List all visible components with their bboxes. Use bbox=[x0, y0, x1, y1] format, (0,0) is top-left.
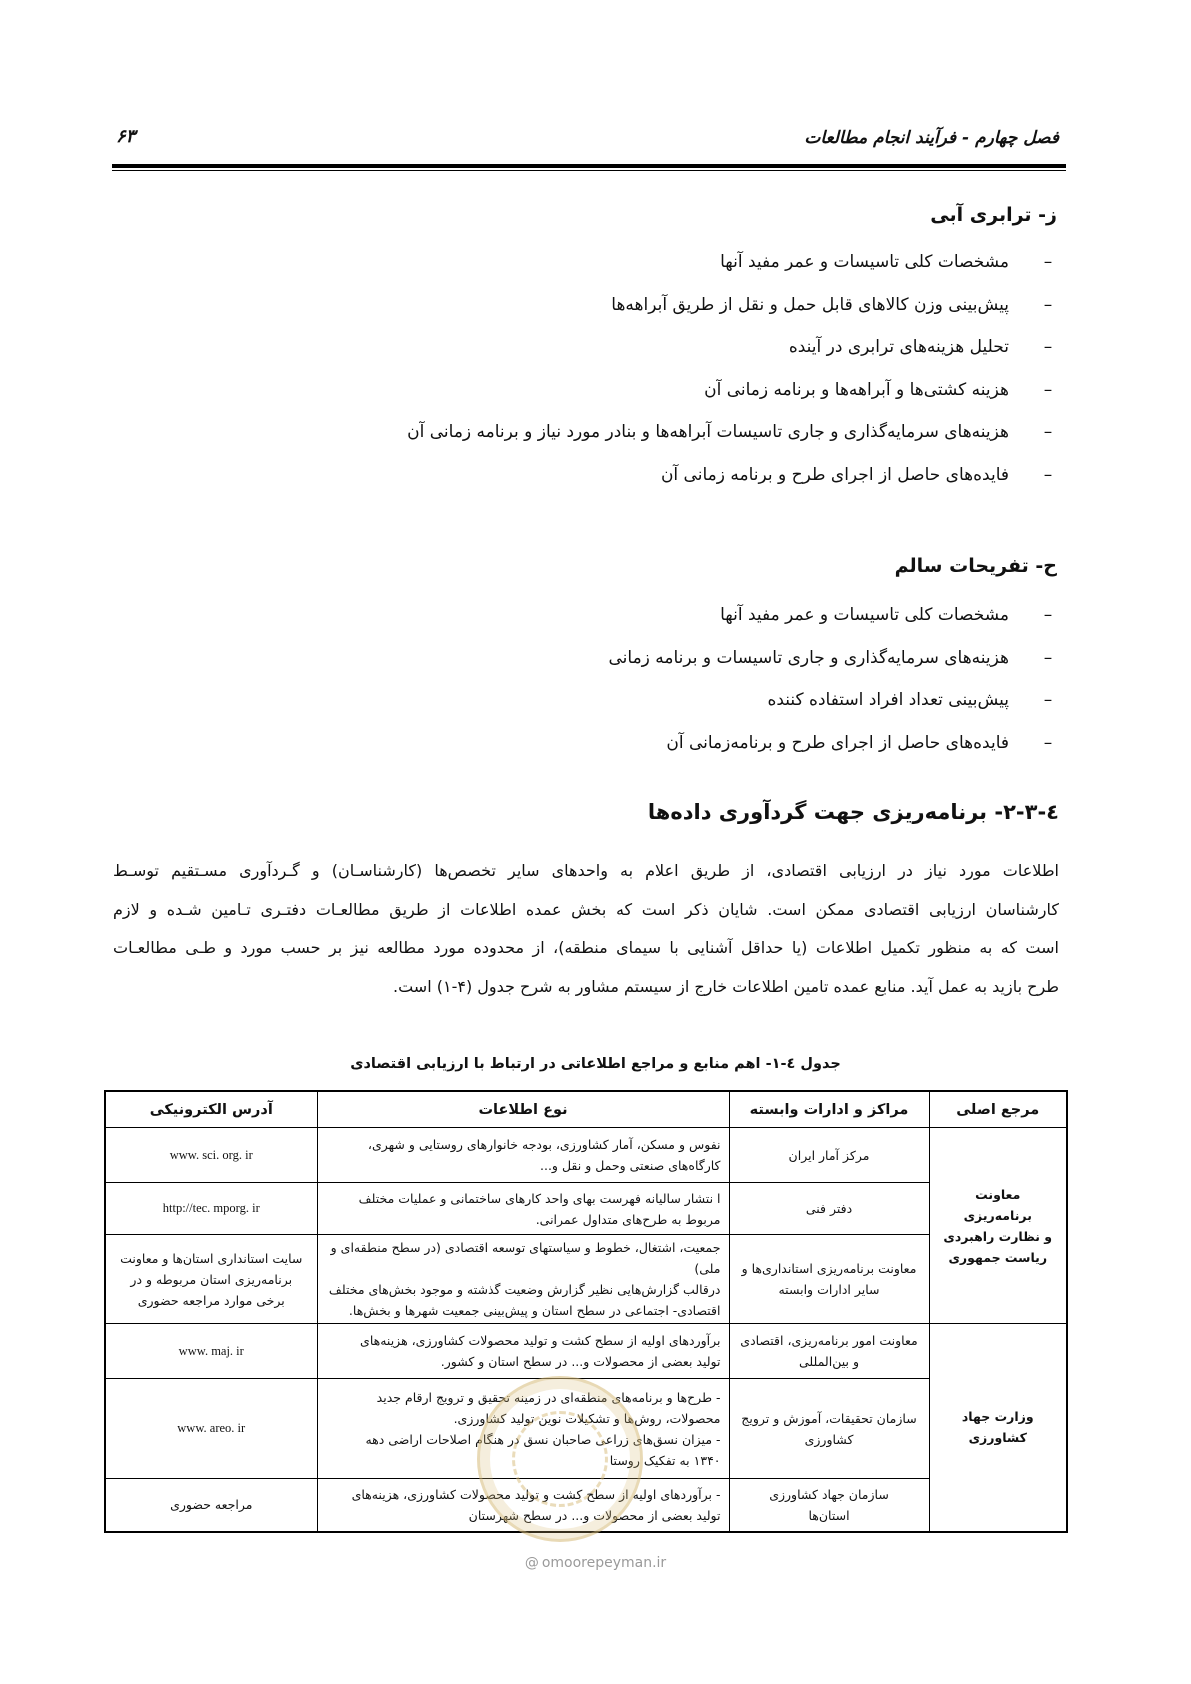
list-item: – پیش‌بینی وزن کالاهای قابل حمل و نقل از طریق آبراهه‌ها bbox=[611, 294, 1053, 315]
water-transport-list bbox=[201, 241, 1061, 496]
address-cell: مراجعه حضوری bbox=[105, 1479, 317, 1532]
address-cell: www. sci. org. ir bbox=[105, 1128, 317, 1183]
header-rule-thin bbox=[112, 170, 1066, 171]
header-centers: مراکز و ادارات وابسته bbox=[729, 1091, 929, 1128]
info-cell: - طرح‌ها و برنامه‌های منطقه‌ای در زمینه تحقیق و ترویج ارقام جدید محصولات، روش‌ها و تشکیلات نوین تولید کشاورزی. - میزان نسق‌های زراعی صاحبان نسق در هنگام اصلاحات اراضی دهه ۱۳۴۰ به تفکیک روستا bbox=[317, 1379, 729, 1479]
center-cell: مرکز آمار ایران bbox=[729, 1128, 929, 1183]
center-cell: سازمان تحقیقات، آموزش و ترویج کشاورزی bbox=[729, 1379, 929, 1479]
chapter-title: فصل چهارم - فرآیند انجام مطالعات bbox=[804, 128, 1059, 148]
table-header-row bbox=[105, 1091, 1067, 1128]
paragraph-line: است که به منظور تکمیل اطلاعات (یا حداقل آشنایی با سیمای منطقه)، از محدوده مورد مطالعه نیز بر حسب مورد و طـی مطالعـات bbox=[113, 938, 1059, 957]
table-caption: جدول ٤-١- اهم منابع و مراجع اطلاعاتی در ارتباط با ارزیابی اقتصادی bbox=[350, 1056, 841, 1072]
list-item: – هزینه‌های سرمایه‌گذاری و جاری تاسیسات و برنامه زمانی bbox=[608, 647, 1053, 668]
address-cell: www. areo. ir bbox=[105, 1379, 317, 1479]
info-cell: نفوس و مسکن، آمار کشاورزی، بودجه خانوارهای روستایی و شهری، کارگاه‌های صنعتی وحمل و نقل و... bbox=[317, 1128, 729, 1183]
table-row bbox=[105, 1128, 1067, 1183]
body-paragraph bbox=[113, 852, 1059, 1006]
main-ref-agriculture: وزارت جهاد کشاورزی bbox=[929, 1324, 1067, 1532]
center-cell: معاونت برنامه‌ریزی استانداری‌ها و سایر ادارات وابسته bbox=[729, 1235, 929, 1324]
header-info-type: نوع اطلاعات bbox=[317, 1091, 729, 1128]
footer-url: @ omoorepeyman.ir bbox=[524, 1555, 667, 1571]
address-cell: www. maj. ir bbox=[105, 1324, 317, 1379]
list-item: – مشخصات کلی تاسیسات و عمر مفید آنها bbox=[720, 252, 1053, 272]
header-main-ref: مرجع اصلی bbox=[929, 1091, 1067, 1128]
header-address: آدرس الکترونیکی bbox=[105, 1091, 317, 1128]
sources-table bbox=[104, 1090, 1068, 1533]
list-item: – هزینه کشتی‌ها و آبراهه‌ها و برنامه زمانی آن bbox=[704, 379, 1053, 400]
info-cell: ا نتشار سالیانه فهرست بهای واحد کارهای ساختمانی و عملیات مختلف مربوط به طرح‌های متداول عمرانی. bbox=[317, 1183, 729, 1235]
center-cell: معاونت امور برنامه‌ریزی، اقتصادی و بین‌المللی bbox=[729, 1324, 929, 1379]
table-row bbox=[105, 1235, 1067, 1324]
list-item: – فایده‌های حاصل از اجرای طرح و برنامه‌زمانی آن bbox=[666, 732, 1053, 753]
list-item: – مشخصات کلی تاسیسات و عمر مفید آنها bbox=[720, 605, 1053, 625]
paragraph-line: اطلاعات مورد نیاز در ارزیابی اقتصادی، از طریق اعلام به واحدهای سایر تخصص‌ها (کارشناسـان) و گـردآوری مسـتقیم توسـط bbox=[113, 861, 1059, 880]
table-row bbox=[105, 1479, 1067, 1532]
address-cell: http://tec. mporg. ir bbox=[105, 1183, 317, 1235]
list-item: – هزینه‌های سرمایه‌گذاری و جاری تاسیسات آبراهه‌ها و بنادر مورد نیاز و برنامه زمانی آن bbox=[407, 422, 1053, 442]
paragraph-line: کارشناسان ارزیابی اقتصادی ممکن است. شایان ذکر است که بخش عمده اطلاعات از طریق مطالعـات دفتـری تـامین شـده و لازم bbox=[113, 899, 1059, 919]
section-title-recreation: ح- تفریحات سالم bbox=[894, 555, 1057, 577]
center-cell: دفتر فنی bbox=[729, 1183, 929, 1235]
list-item: – پیش‌بینی تعداد افراد استفاده کننده bbox=[767, 690, 1053, 710]
section-title-water-transport: ز- ترابری آبی bbox=[930, 204, 1057, 226]
info-cell: برآوردهای اولیه از سطح کشت و تولید محصولات کشاورزی، هزینه‌های تولید بعضی از محصولات و... در سطح استان و کشور. bbox=[317, 1324, 729, 1379]
header-rule bbox=[112, 164, 1066, 168]
table-row bbox=[105, 1379, 1067, 1479]
table-row bbox=[105, 1183, 1067, 1235]
page-number: ۶۳ bbox=[116, 126, 136, 147]
info-cell: جمعیت، اشتغال، خطوط و سیاستهای توسعه اقتصادی (در سطح منطقه‌ای و ملی) درقالب گزارش‌هایی نظیر گزارش وضعیت گذشته و موجود بخش‌های مختلف اقتصادی- اجتماعی در سطح استان و پیش‌بینی جمعیت شهرها و بخش‌ها. bbox=[317, 1235, 729, 1324]
table-row bbox=[105, 1324, 1067, 1379]
list-item: – فایده‌های حاصل از اجرای طرح و برنامه زمانی آن bbox=[660, 464, 1053, 485]
section-heading-data-collection: ٤-٣-٢- برنامه‌ریزی جهت گردآوری داده‌ها bbox=[647, 800, 1059, 824]
info-cell: - برآوردهای اولیه از سطح کشت و تولید محصولات کشاورزی، هزینه‌های تولید بعضی از محصولات و... در سطح شهرستان bbox=[317, 1479, 729, 1532]
center-cell: سازمان جهاد کشاورزی استان‌ها bbox=[729, 1479, 929, 1532]
paragraph-line: طرح بازید به عمل آید. منابع عمده تامین اطلاعات خارج از سیستم مشاور به شرح جدول (۴-۱) است. bbox=[392, 976, 1059, 996]
address-cell: سایت استانداری استان‌ها و معاونت برنامه‌ریزی استان مربوطه و در برخی موارد مراجعه حضوری bbox=[105, 1235, 317, 1324]
list-item: – تحلیل هزینه‌های ترابری در آینده bbox=[788, 337, 1053, 357]
recreation-list bbox=[201, 594, 1061, 764]
main-ref-planning: معاونت برنامه‌ریزی و نظارت راهبردی ریاست جمهوری bbox=[929, 1128, 1067, 1324]
